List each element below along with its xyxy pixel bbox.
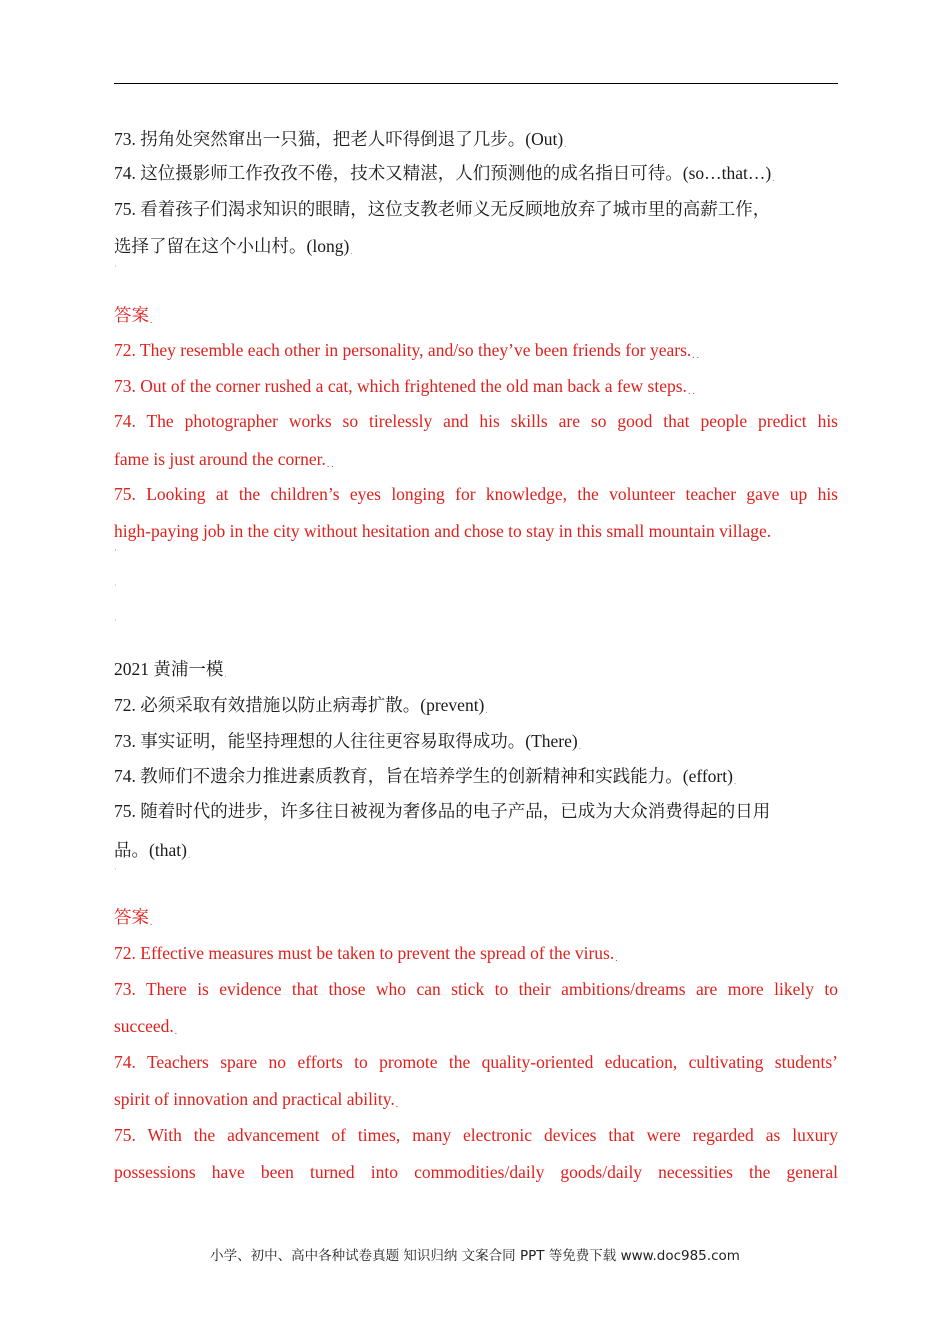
answer-75-line2: high-paying job in the city without hesitation and chose to stay in this small mountain village. — [114, 521, 772, 541]
answer-72: 72. They resemble each other in personality, and/so they’ve been friends for years.. . — [114, 340, 700, 360]
answer-label: 答案. — [114, 907, 153, 927]
answer-74-line1: 74. Teachers spare no efforts to promote the quality-oriented education, cultivating students’ — [114, 1052, 838, 1072]
question-75-line1: 75. 看着孩子们渴求知识的眼睛，这位支教老师义无反顾地放弃了城市里的高薪工作， — [114, 199, 771, 219]
question-72: 72. 必须采取有效措施以防止病毒扩散。(prevent). — [114, 695, 488, 715]
answer-74-line1: 74. The photographer works so tirelessly and his skills are so good that people predict his — [114, 411, 838, 431]
page-footer: 小学、初中、高中各种试卷真题 知识归纳 文案合同 PPT 等免费下载 www.doc985.com — [210, 1248, 740, 1264]
answer-label: 答案. — [114, 305, 153, 325]
paragraph-mark: ˙ — [114, 583, 117, 593]
answer-73: 73. Out of the corner rushed a cat, which frightened the old man back a few steps.. . — [114, 376, 695, 396]
answer-75-line2: possessions have been turned into commodities/daily goods/daily necessities the general — [114, 1162, 838, 1182]
paragraph-mark: ˙ — [114, 867, 117, 877]
paragraph-mark: ˙ — [114, 548, 117, 558]
question-75-line1: 75. 随着时代的进步，许多往日被视为奢侈品的电子产品，已成为大众消费得起的日用 — [114, 801, 771, 821]
answer-75-line1: 75. Looking at the children’s eyes longing for knowledge, the volunteer teacher gave up his — [114, 484, 838, 504]
answer-72: 72. Effective measures must be taken to prevent the spread of the virus.. — [114, 943, 618, 963]
question-73: 73. 拐角处突然窜出一只猫，把老人吓得倒退了几步。(Out). — [114, 129, 567, 149]
question-75-line2: 选择了留在这个小山村。(long). — [114, 236, 353, 256]
paragraph-mark: ˙ — [114, 618, 117, 628]
answer-73-line2: succeed.. — [114, 1016, 178, 1036]
answer-73-line1: 73. There is evidence that those who can stick to their ambitions/dreams are more likely to — [114, 979, 838, 999]
question-73: 73. 事实证明，能坚持理想的人往往更容易取得成功。(There). — [114, 731, 581, 751]
paragraph-mark: ˙ — [114, 264, 117, 274]
section-title: 2021 黄浦一模. — [114, 659, 227, 679]
question-74: 74. 这位摄影师工作孜孜不倦，技术又精湛，人们预测他的成名指日可待。(so…that…). — [114, 163, 775, 183]
answer-74-line2: fame is just around the corner.. . — [114, 449, 334, 469]
answer-74-line2: spirit of innovation and practical ability.. — [114, 1089, 398, 1109]
question-75-line2: 品。(that). — [114, 840, 191, 860]
header-rule — [114, 83, 838, 84]
question-74: 74. 教师们不遗余力推进素质教育，旨在培养学生的创新精神和实践能力。(effort). — [114, 766, 737, 786]
answer-75-line1: 75. With the advancement of times, many electronic devices that were regarded as luxury — [114, 1125, 838, 1145]
